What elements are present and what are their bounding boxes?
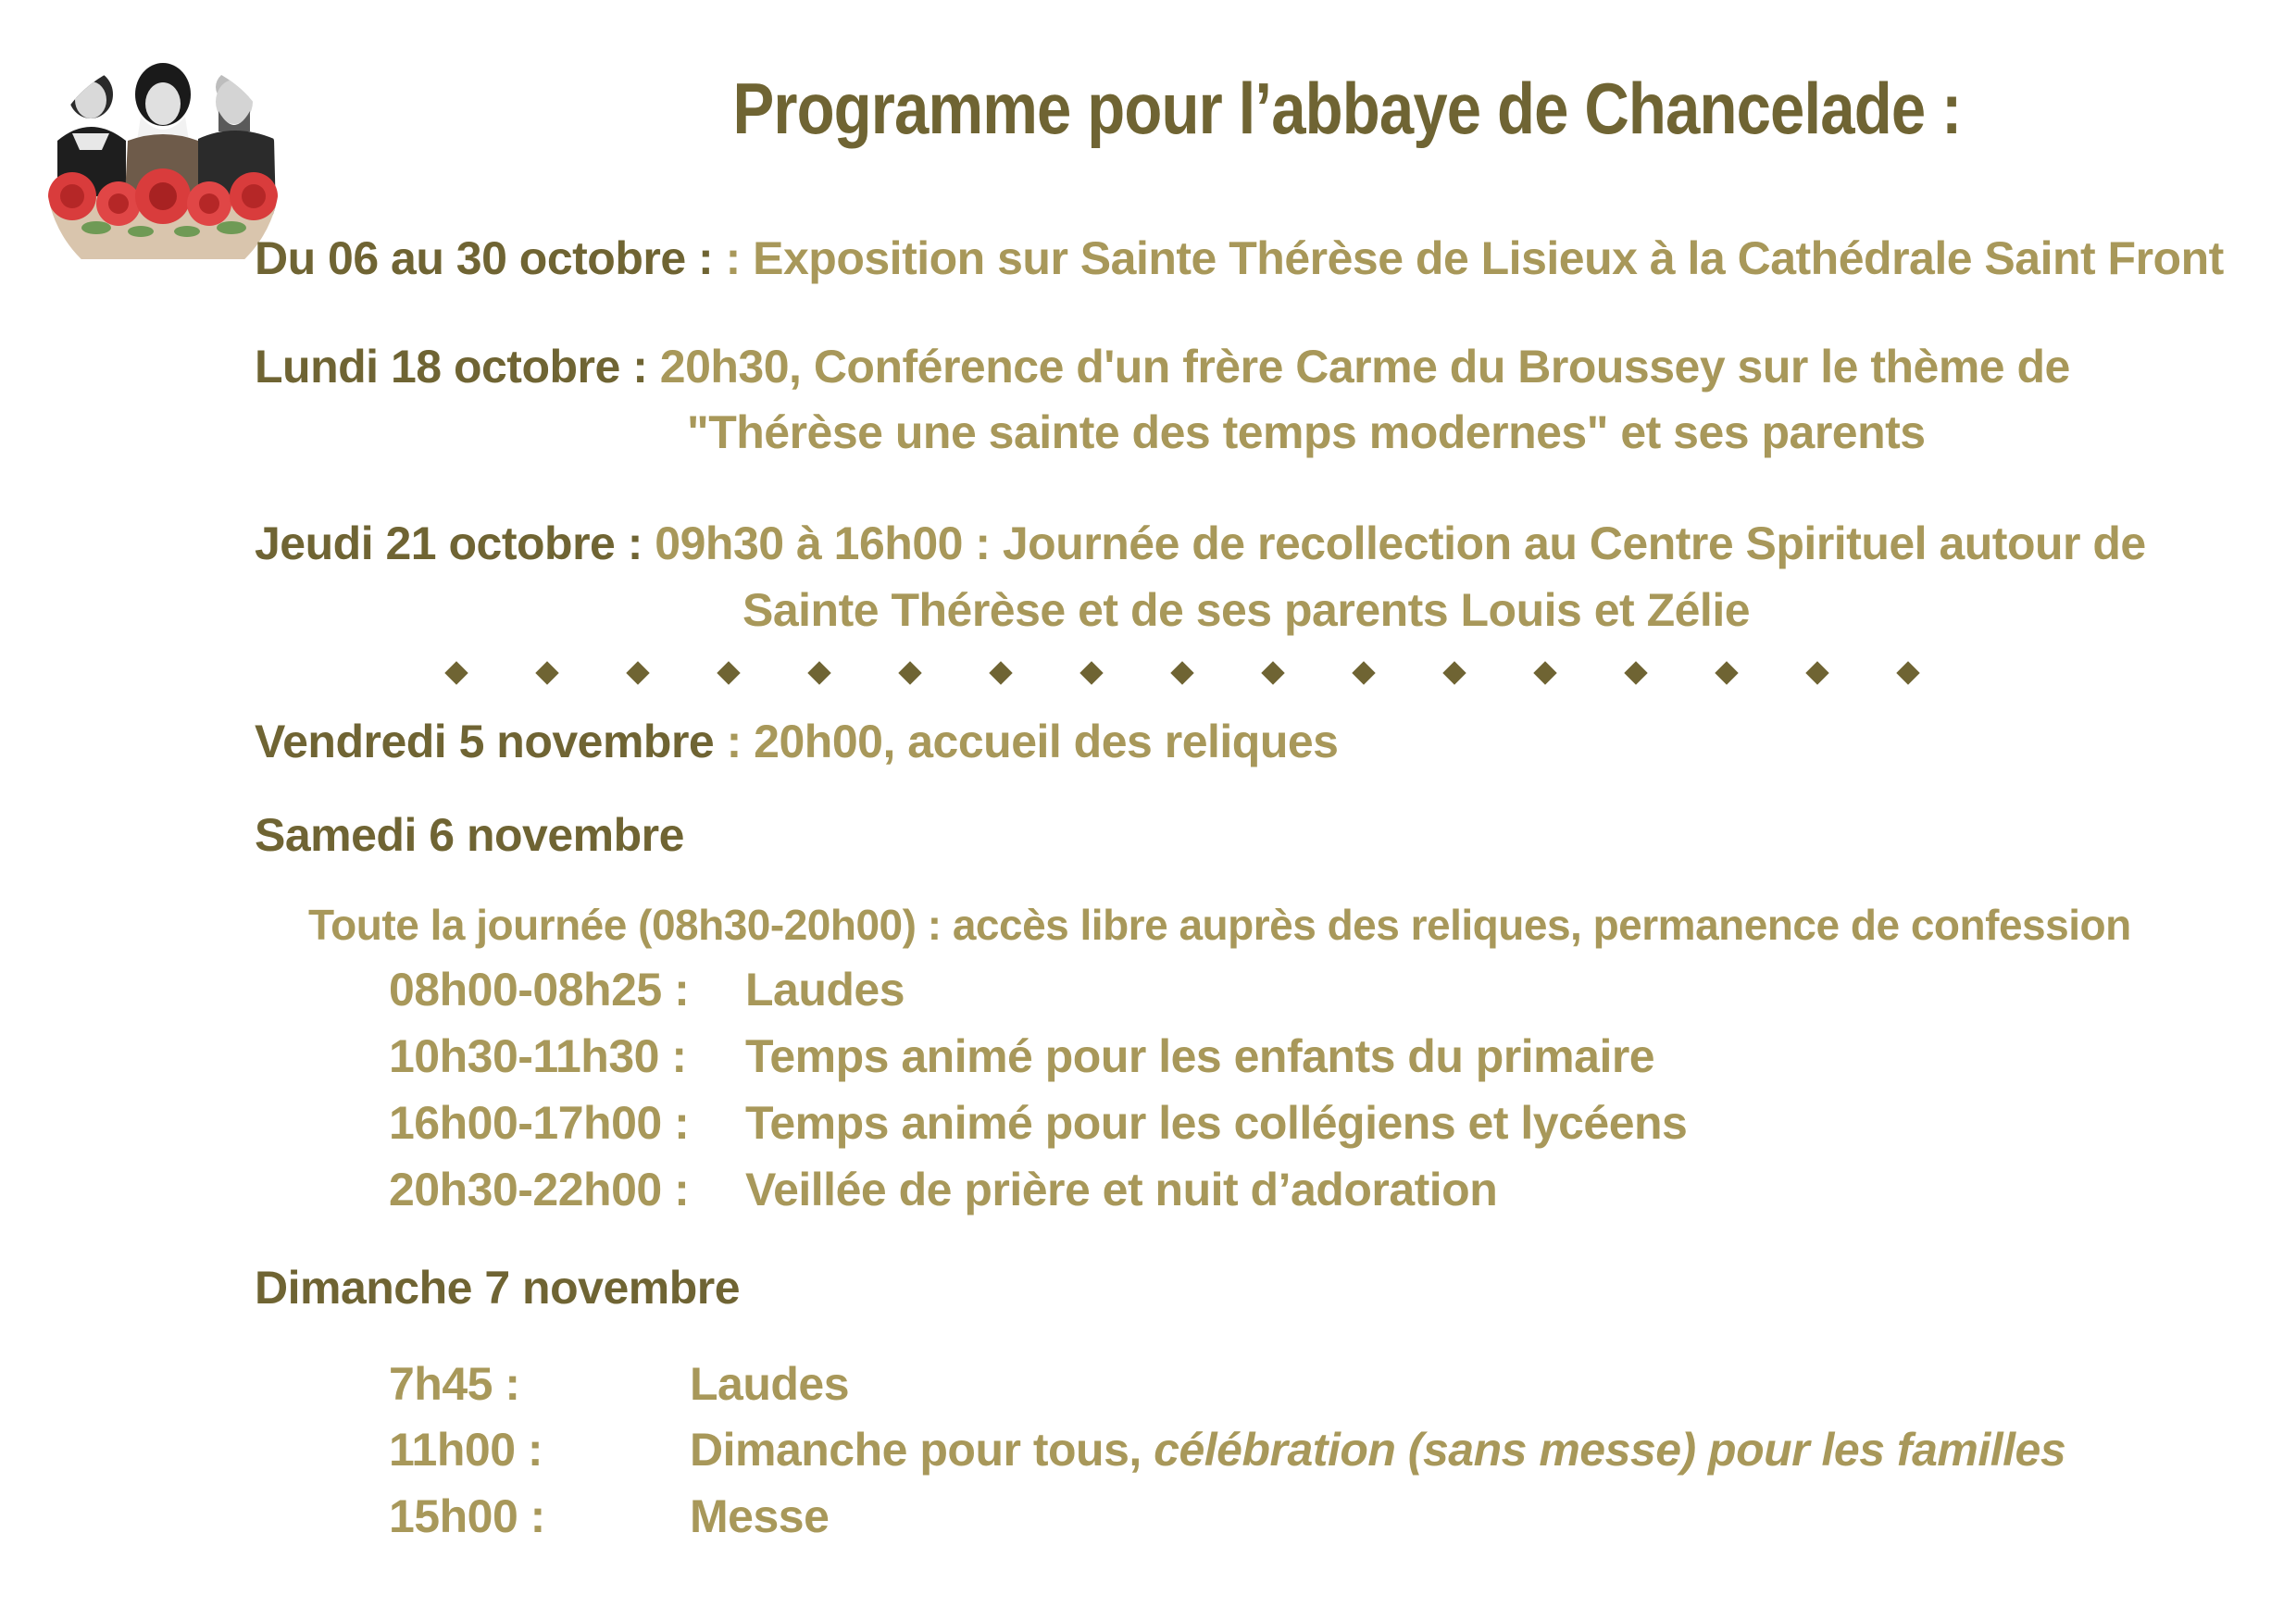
samedi-heading: Samedi 6 novembre [255,809,684,861]
label-text: Dimanche pour tous, [690,1424,1154,1476]
samedi-all-day: Toute la journée (08h30-20h00) : accès libre auprès des reliques, permanence de confession [308,901,2131,949]
diamond-icon [535,661,558,684]
event-conference [255,340,2070,393]
diamond-icon [1805,661,1828,684]
event-recollection [255,517,2146,570]
diamond-icon [1715,661,1738,684]
schedule-time: 10h30-11h30 : [389,1030,687,1082]
event-date: Jeudi 21 octobre : [255,517,643,569]
schedule-time: 7h45 : [389,1358,520,1410]
diamond-icon [898,661,921,684]
schedule-label: Veillée de prière et nuit d’adoration [745,1164,1498,1215]
diamond-icon [1352,661,1375,684]
diamond-icon [989,661,1012,684]
event-reliques [255,715,1338,768]
schedule-time: 15h00 : [389,1490,545,1542]
schedule-label [690,1423,2065,1477]
event-date: Vendredi 5 novembre [255,716,715,767]
diamond-icon [626,661,649,684]
diamond-icon [444,661,468,684]
schedule-label [690,1489,829,1543]
diamond-icon [1079,661,1103,684]
label-text: Laudes [690,1358,850,1410]
event-text-continued: "Thérèse une sainte des temps modernes" et ses parents [687,406,1926,458]
label-text: Messe [690,1490,830,1542]
portrait-roses-logo [44,57,281,259]
diamond-icon [1261,661,1284,684]
diamond-icon [1170,661,1193,684]
event-date: Du 06 au 30 octobre : [255,232,714,284]
event-text-continued: Sainte Thérèse et de ses parents Louis et Zélie [742,584,1751,636]
event-exposition [255,231,2224,285]
schedule-label: Temps animé pour les collégiens et lycéens [745,1097,1688,1149]
page-title: Programme pour l’abbaye de Chancelade : [732,68,1962,149]
diamond-icon [1442,661,1466,684]
schedule-time: 11h00 : [389,1424,543,1476]
schedule-label [690,1357,849,1411]
event-text: : Exposition sur Sainte Thérèse de Lisieux à la Cathédrale Saint Front [713,232,2224,284]
schedule-label: Temps animé pour les enfants du primaire [745,1030,1655,1082]
diamond-icon [717,661,740,684]
event-text: 09h30 à 16h00 : Journée de recollection au Centre Spirituel autour de [655,517,2146,569]
event-text: 20h30, Conférence d'un frère Carme du Broussey sur le thème de [659,341,2070,393]
diamond-icon [1533,661,1556,684]
event-text: : 20h00, accueil des reliques [714,716,1339,767]
label-italic: célébration (sans messe) pour les familles [1154,1424,2066,1476]
schedule-time: 16h00-17h00 : [389,1097,690,1149]
diamond-separator [448,657,1948,694]
dimanche-heading: Dimanche 7 novembre [255,1262,741,1314]
diamond-icon [1624,661,1647,684]
diamond-icon [1896,661,1919,684]
diamond-icon [807,661,830,684]
event-date: Lundi 18 octobre : [255,341,648,393]
schedule-label: Laudes [745,964,905,1016]
schedule-time: 08h00-08h25 : [389,964,690,1016]
schedule-time: 20h30-22h00 : [389,1164,690,1215]
